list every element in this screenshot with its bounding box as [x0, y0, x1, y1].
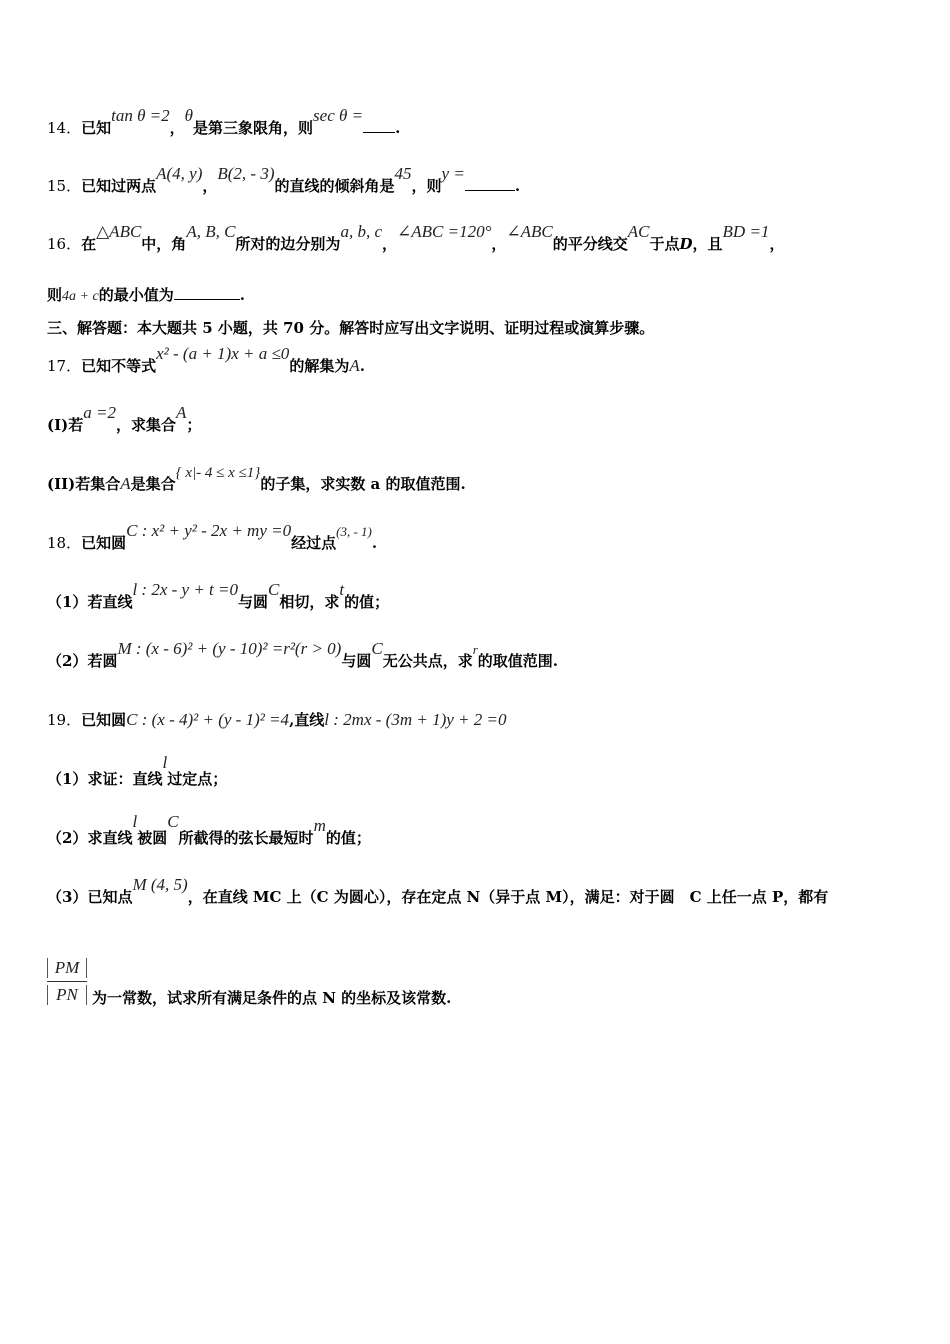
q17: 17．已知不等式x² - (a + 1)x + a ≤0的解集为A. [47, 344, 365, 375]
q19-part3-continued: 为一常数，试求所有满足条件的点 N 的坐标及该常数. [92, 989, 452, 1007]
q19: 19．已知圆C : (x - 4)² + (y - 1)² =4,直线l : 2mx - (3m + 1)y + 2 =0 [47, 710, 507, 729]
fraction-denominator: PN [47, 985, 87, 1005]
answer-blank [465, 176, 515, 191]
q17-part2: (II)若集合A是集合{ x|- 4 ≤ x ≤1}的子集，求实数 a 的取值范围. [47, 465, 466, 493]
q16-line2: 则4a + c的最小值为 . [47, 286, 245, 304]
q15: 15．已知过两点A(4, y)，B(2, - 3)的直线的倾斜角是45，则y =. [47, 164, 521, 195]
q18-part2: （2）若圆M : (x - 6)² + (y - 10)² =r²(r > 0)与圆C无公共点，求r的取值范围. [47, 639, 559, 670]
q19-part3: （3）已知点M (4, 5)，在直线 MC 上（C 为圆心），存在定点 N（异于点 M），满足：对于圆 C 上任一点 P，都有 [47, 875, 829, 906]
q14: 14．已知tan θ =2，θ是第三象限角，则sec θ =. [47, 106, 401, 137]
section-heading: 三、解答题：本大题共 5 小题，共 70 分。解答时应写出文字说明、证明过程或演算步骤。 [47, 319, 655, 337]
q19-part1: （1）求证：直线l过定点； [47, 753, 228, 788]
fraction-bar [47, 981, 87, 982]
ratio-fraction [47, 958, 87, 1005]
q16: 16．在△ABC中，角A, B, C所对的边分别为a, b, c，∠ABC =120°，∠ABC的平分线交AC于点D，且BD =1， [47, 222, 785, 253]
q19-part2: （2）求直线l被圆C所截得的弦长最短时m的值； [47, 812, 371, 847]
answer-blank [363, 118, 395, 133]
fraction-numerator: PM [47, 958, 87, 978]
q18-part1: （1）若直线l : 2x - y + t =0与圆C相切，求t的值； [47, 580, 390, 611]
q17-part1: (I)若a =2，求集合A； [47, 403, 202, 434]
answer-blank [174, 285, 240, 300]
q18: 18．已知圆C : x² + y² - 2x + my =0经过点(3, - 1). [47, 521, 378, 552]
